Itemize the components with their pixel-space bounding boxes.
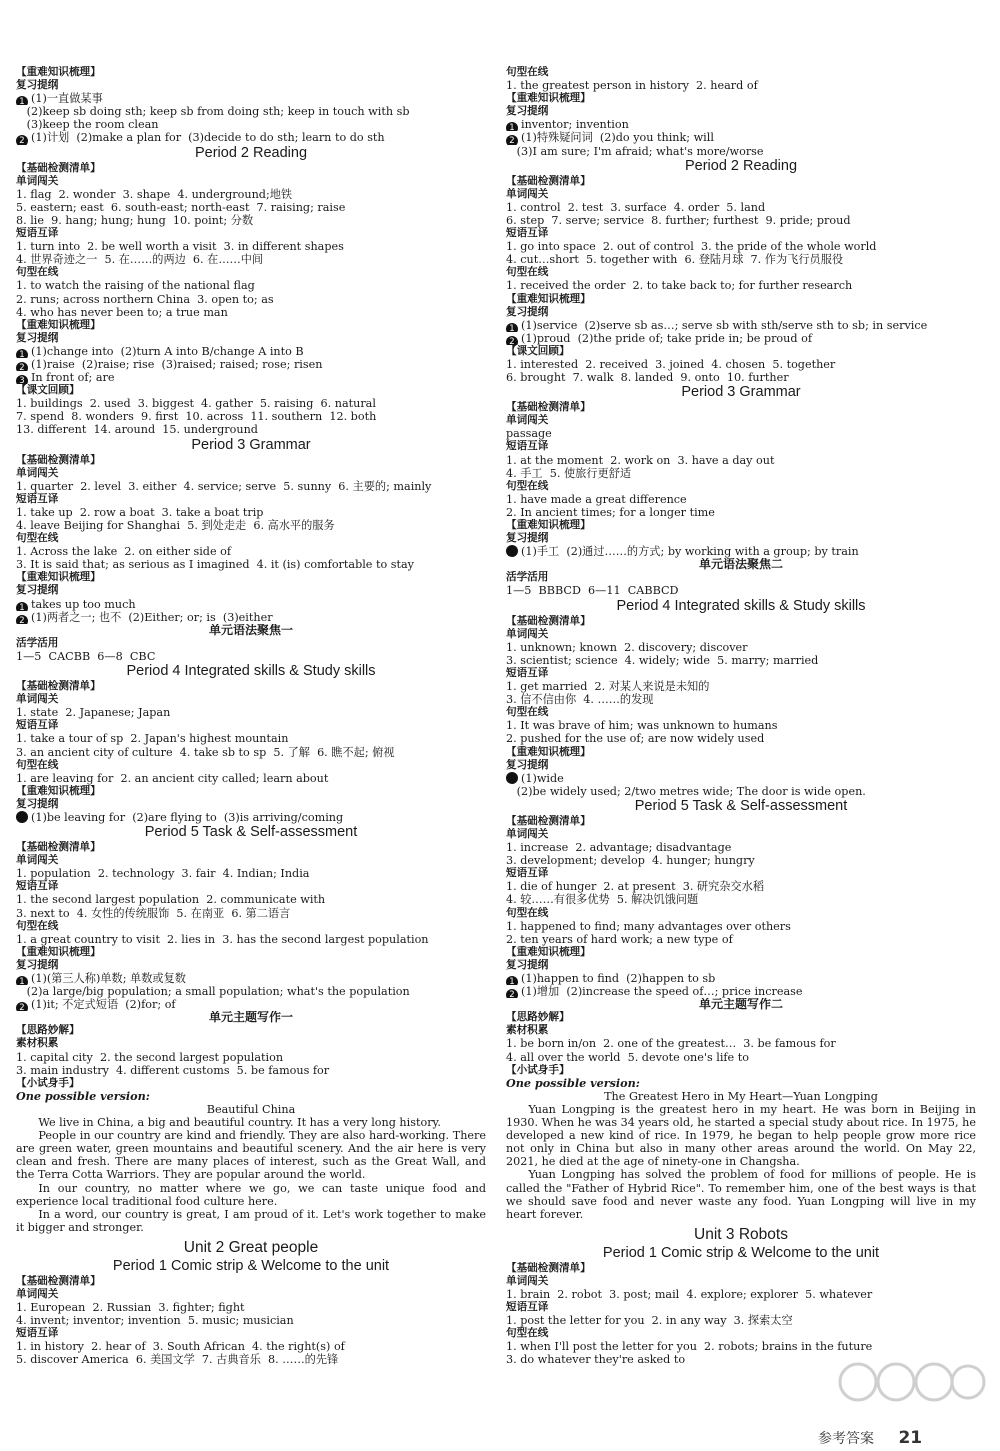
- subsection-label: 句型在线: [506, 479, 549, 492]
- numbered-answer: [506, 972, 976, 985]
- subsection-label: 复习提纲: [506, 305, 549, 318]
- number-badge-icon: 2: [506, 989, 518, 998]
- subsection-label: 单词闯关: [506, 187, 549, 200]
- answer-line: 1—5 BBBCD 6—11 CABBCD: [506, 584, 679, 598]
- answer-line: 4. who has never been to; a true man: [16, 305, 228, 319]
- section-heading: 【基础检测清单】: [16, 1274, 101, 1287]
- answer-line: 2. pushed for the use of; are now widely used: [506, 732, 765, 746]
- subsection-label: 句型在线: [506, 66, 549, 78]
- number-badge-icon: 2: [16, 135, 28, 144]
- subsection-label: 单词闯关: [16, 174, 59, 187]
- answer-text: (1)raise (2)raise; rise (3)raised; raised; rose; risen: [31, 357, 323, 371]
- period-title: Period 4 Integrated skills & Study skills: [616, 597, 866, 614]
- numbered-answer: [506, 131, 976, 144]
- subsection-label: 复习提纲: [16, 584, 59, 597]
- numbered-answer: [506, 772, 976, 785]
- period-title: Period 3 Grammar: [191, 436, 311, 453]
- subsection-label: 单词闯关: [16, 1287, 59, 1300]
- answer-text: In front of; are: [31, 371, 115, 385]
- answer-line: 1. It was brave of him; was unknown to humans: [506, 719, 778, 733]
- answer-line: 1. get married 2. 对某人来说是未知的: [506, 680, 710, 694]
- answer-line: 1. flag 2. wonder 3. shape 4. underground;地铁: [16, 187, 293, 201]
- section-heading: 【基础检测清单】: [16, 453, 101, 466]
- subsection-label: 素材积累: [506, 1024, 549, 1037]
- answer-line: 1. when I'll post the letter for you 2. robots; brains in the future: [506, 1340, 873, 1354]
- answer-line: 1. in history 2. hear of 3. South African 4. the right(s) of: [16, 1340, 345, 1354]
- subsection-label: 单词闯关: [506, 827, 549, 840]
- answer-line: 4. 较……有很多优势 5. 解决饥饿问题: [506, 893, 699, 907]
- answer-line: 3. 信不信由你 4. ……的发现: [506, 693, 654, 707]
- section-heading: 【小试身手】: [506, 1063, 570, 1076]
- numbered-answer: [16, 371, 486, 384]
- section-heading: 【思路妙解】: [506, 1011, 570, 1024]
- unit-focus-title: 单元主题写作二: [698, 998, 783, 1012]
- section-heading: 【基础检测清单】: [506, 1261, 591, 1274]
- number-badge-icon: [506, 545, 518, 557]
- answer-line: 4. 世界奇迹之一 5. 在……的两边 6. 在……中间: [16, 253, 264, 267]
- subsection-label: 短语互译: [16, 227, 59, 240]
- numbered-answer: [506, 118, 976, 131]
- answer-line: 1. European 2. Russian 3. fighter; fight: [16, 1301, 245, 1315]
- subsection-label: 短语互译: [506, 666, 549, 679]
- period-title: Period 5 Task & Self-assessment: [634, 797, 848, 814]
- answer-line: 3. an ancient city of culture 4. take sb to sp 5. 了解 6. 瞧不起; 俯视: [16, 745, 395, 759]
- answer-line: 4. cut…short 5. together with 6. 登陆月球 7. 作为飞行员服役: [506, 253, 844, 267]
- sample-essay: [506, 1090, 976, 1221]
- number-badge-icon: 2: [16, 362, 28, 371]
- sample-label: One possible version:: [506, 1076, 640, 1090]
- number-badge-icon: [16, 811, 28, 823]
- section-heading: 【思路妙解】: [16, 1024, 80, 1037]
- subsection-label: 句型在线: [506, 266, 549, 279]
- unit-focus-title: 单元语法聚焦二: [698, 558, 783, 572]
- answer-line: 1. the second largest population 2. communicate with: [16, 893, 326, 907]
- answer-line: 1. buildings 2. used 3. biggest 4. gather 5. raising 6. natural: [16, 397, 376, 411]
- answer-line: 2. In ancient times; for a longer time: [506, 505, 715, 519]
- answer-line: (2)keep sb doing sth; keep sb from doing sth; keep in touch with sb: [16, 105, 410, 119]
- subsection-label: 短语互译: [16, 492, 59, 505]
- answer-text: (1)wide: [521, 771, 564, 785]
- essay-title: The Greatest Hero in My Heart—Yuan Longping: [604, 1089, 878, 1103]
- essay-paragraph: Yuan Longping is the greatest hero in my heart. He was born in Beijing in 1930. When he was 34 years old, he started a special study about rice. In 1975, he developed a new kind of rice. In 1979, he began to help people grow more rice not only in China but also in many other areas around the world. On May 22, 2021, he died at the age of ninety-one in Changsha.: [506, 1102, 976, 1169]
- answer-line: (3)I am sure; I'm afraid; what's more/worse: [506, 144, 764, 158]
- answer-line: 3. development; develop 4. hunger; hungry: [506, 854, 755, 868]
- page-number: 21: [898, 1428, 923, 1448]
- essay-paragraph: In a word, our country is great, I am proud of it. Let's work together to make it bigger and stronger.: [16, 1207, 486, 1234]
- numbered-answer: [16, 972, 486, 985]
- answer-line: 8. lie 9. hang; hung; hung 10. point; 分数: [16, 213, 254, 227]
- period-title: Period 5 Task & Self-assessment: [144, 824, 358, 841]
- unit-title: Unit 3 Robots: [694, 1225, 788, 1243]
- answer-line: 3. do whatever they're asked to: [506, 1353, 686, 1367]
- numbered-answer: [16, 811, 486, 824]
- answer-line: 1. post the letter for you 2. in any way 3. 探索太空: [506, 1314, 793, 1328]
- answer-text: (1)change into (2)turn A into B/change A into B: [31, 344, 304, 358]
- watermark-logo: [836, 1352, 986, 1412]
- answer-text: (1)计划 (2)make a plan for (3)decide to do sth; learn to do sth: [31, 131, 385, 145]
- answer-line: 1—5 CACBB 6—8 CBC: [16, 649, 156, 663]
- subsection-label: 句型在线: [16, 532, 59, 545]
- number-badge-icon: 1: [16, 976, 28, 985]
- period-title: Period 4 Integrated skills & Study skills: [126, 663, 376, 680]
- subsection-label: 活学活用: [506, 571, 549, 584]
- answer-line: 1. happened to find; many advantages over others: [506, 919, 791, 933]
- answer-line: 4. invent; inventor; invention 5. music; musician: [16, 1314, 294, 1328]
- unit-focus-title: 单元语法聚焦一: [208, 623, 293, 637]
- answer-line: 1. Across the lake 2. on either side of: [16, 545, 232, 559]
- answer-text: (1)be leaving for (2)are flying to (3)is arriving/coming: [31, 810, 344, 824]
- essay-paragraph: In our country, no matter where we go, we can taste unique food and experience local traditional food culture here.: [16, 1181, 486, 1208]
- period-title: Period 2 Reading: [684, 157, 798, 174]
- numbered-answer: [506, 319, 976, 332]
- essay-title: Beautiful China: [206, 1102, 296, 1116]
- answer-line: 1. capital city 2. the second largest population: [16, 1050, 284, 1064]
- answer-line: 1. a great country to visit 2. lies in 3. has the second largest population: [16, 932, 429, 946]
- answer-line: 3. next to 4. 女性的传统服饰 5. 在南亚 6. 第二语言: [16, 906, 291, 920]
- answer-line: 1. interested 2. received 3. joined 4. chosen 5. together: [506, 357, 836, 371]
- answer-line: 1. unknown; known 2. discovery; discover: [506, 640, 748, 654]
- answer-text: inventor; invention: [521, 118, 629, 132]
- answer-line: 1. at the moment 2. work on 3. have a day out: [506, 453, 775, 467]
- section-heading: 【重难知识梳理】: [506, 292, 591, 305]
- answer-line: (2)a large/big population; a small population; what's the population: [16, 985, 410, 999]
- answer-text: takes up too much: [31, 597, 136, 611]
- subsection-label: 复习提纲: [506, 105, 549, 118]
- answer-text: (1)proud (2)the pride of; take pride in; be proud of: [521, 331, 812, 345]
- answer-line: 1. state 2. Japanese; Japan: [16, 706, 171, 720]
- answer-line: 1. die of hunger 2. at present 3. 研究杂交水稻: [506, 880, 765, 894]
- answer-line: 1. received the order 2. to take back to; for further research: [506, 279, 853, 293]
- answer-text: (1)service (2)serve sb as…; serve sb with sth/serve sth to sb; in service: [521, 318, 928, 332]
- answer-line: 2. runs; across northern China 3. open to; as: [16, 292, 274, 306]
- answer-text: (1)特殊疑问词 (2)do you think; will: [521, 131, 714, 145]
- numbered-answer: [16, 131, 486, 144]
- period-title: Period 1 Comic strip & Welcome to the unit: [602, 1244, 880, 1261]
- section-heading: 【基础检测清单】: [506, 174, 591, 187]
- subsection-label: 句型在线: [506, 706, 549, 719]
- section-heading: 【课文回顾】: [506, 344, 570, 357]
- answer-line: 1. be born in/on 2. one of the greatest… 3. be famous for: [506, 1037, 836, 1051]
- answer-line: 1. take up 2. row a boat 3. take a boat trip: [16, 505, 264, 519]
- answer-line: 13. different 14. around 15. underground: [16, 423, 258, 437]
- answer-line: 1. control 2. test 3. surface 4. order 5. land: [506, 200, 766, 214]
- answer-line: 6. step 7. serve; service 8. further; furthest 9. pride; proud: [506, 213, 851, 227]
- section-heading: 【基础检测清单】: [16, 680, 101, 693]
- number-badge-icon: 2: [506, 135, 518, 144]
- subsection-label: 复习提纲: [16, 958, 59, 971]
- section-heading: 【基础检测清单】: [506, 401, 591, 414]
- subsection-label: 句型在线: [16, 266, 59, 279]
- subsection-label: 短语互译: [16, 719, 59, 732]
- page-footer: [818, 1428, 922, 1448]
- number-badge-icon: 1: [16, 96, 28, 105]
- essay-paragraph: We live in China, a big and beautiful country. It has a very long history.: [38, 1116, 441, 1130]
- answer-line: 1. the greatest person in history 2. heard of: [506, 79, 758, 93]
- numbered-answer: [16, 598, 486, 611]
- answer-line: 1. turn into 2. be well worth a visit 3. in different shapes: [16, 240, 344, 254]
- answer-line: 3. scientist; science 4. widely; wide 5. marry; married: [506, 653, 819, 667]
- answer-line: 4. all over the world 5. devote one's life to: [506, 1050, 749, 1064]
- section-heading: 【课文回顾】: [16, 384, 80, 397]
- answer-line: 1. quarter 2. level 3. either 4. service; serve 5. sunny 6. 主要的; mainly: [16, 479, 432, 493]
- number-badge-icon: 1: [506, 976, 518, 985]
- period-title: Period 2 Reading: [194, 144, 308, 161]
- answer-line: 5. eastern; east 6. south-east; north-east 7. raising; raise: [16, 200, 346, 214]
- numbered-answer: [506, 332, 976, 345]
- number-badge-icon: 1: [16, 349, 28, 358]
- subsection-label: 活学活用: [16, 636, 59, 649]
- section-heading: 【小试身手】: [16, 1076, 80, 1089]
- subsection-label: 复习提纲: [506, 958, 549, 971]
- section-heading: 【重难知识梳理】: [506, 92, 591, 105]
- number-badge-icon: 2: [506, 336, 518, 345]
- numbered-answer: [506, 985, 976, 998]
- subsection-label: 短语互译: [506, 440, 549, 453]
- answer-text: (1)增加 (2)increase the speed of…; price increase: [521, 985, 803, 999]
- subsection-label: 短语互译: [16, 1327, 59, 1340]
- subsection-label: 短语互译: [506, 227, 549, 240]
- answer-text: (1)happen to find (2)happen to sb: [521, 972, 716, 985]
- subsection-label: 句型在线: [506, 906, 549, 919]
- period-title: Period 3 Grammar: [681, 384, 801, 401]
- answer-line: 4. leave Beijing for Shanghai 5. 到处走走 6. 高水平的服务: [16, 519, 335, 532]
- numbered-answer: [16, 611, 486, 624]
- unit-focus-title: 单元主题写作一: [208, 1011, 293, 1025]
- subsection-label: 句型在线: [506, 1327, 549, 1340]
- section-heading: 【重难知识梳理】: [16, 66, 101, 78]
- answer-line: 1. take a tour of sp 2. Japan's highest mountain: [16, 732, 289, 746]
- subsection-label: 短语互译: [16, 880, 59, 893]
- subsection-label: 复习提纲: [16, 797, 59, 810]
- answer-line: 1. population 2. technology 3. fair 4. Indian; India: [16, 867, 310, 881]
- essay-paragraph: Yuan Longping has solved the problem of food for millions of people. He is called the "Father of Hybrid Rice". To remember him, one of the best ways is that we should save food and never waste any food. Yuan Longping will live in my heart forever.: [506, 1168, 976, 1221]
- section-heading: 【重难知识梳理】: [506, 519, 591, 531]
- sample-essay: [16, 1103, 486, 1234]
- subsection-label: 复习提纲: [16, 79, 59, 92]
- answer-line: 1. have made a great difference: [506, 492, 687, 506]
- answer-text: (1)一直做某事: [31, 92, 103, 106]
- answer-line: 1. to watch the raising of the national flag: [16, 279, 255, 293]
- numbered-answer: [16, 998, 486, 1011]
- period-title: Period 1 Comic strip & Welcome to the unit: [112, 1257, 390, 1274]
- answer-line: (2)be widely used; 2/two metres wide; The door is wide open.: [506, 784, 866, 798]
- answer-line: 6. brought 7. walk 8. landed 9. onto 10. further: [506, 371, 789, 385]
- section-heading: 【基础检测清单】: [506, 614, 591, 627]
- subsection-label: 素材积累: [16, 1037, 59, 1050]
- subsection-label: 句型在线: [16, 758, 59, 771]
- section-heading: 【重难知识梳理】: [506, 945, 591, 958]
- answer-text: (1)it; 不定式短语 (2)for; of: [31, 998, 176, 1012]
- answer-line: passage: [506, 427, 552, 441]
- sample-label: One possible version:: [16, 1089, 150, 1103]
- numbered-answer: [506, 545, 976, 558]
- subsection-label: 句型在线: [16, 919, 59, 932]
- essay-paragraph: People in our country are kind and friendly. They are also hard-working. There are green water, green mountains and beautiful scenery. And the air here is very clean and fresh. There are many places of interest, such as the Great Wall, and the Terra Cotta Warriors. They are popular around the world.: [16, 1129, 486, 1182]
- subsection-label: 单词闯关: [16, 854, 59, 867]
- answer-line: 1. increase 2. advantage; disadvantage: [506, 841, 732, 855]
- number-badge-icon: 1: [16, 602, 28, 611]
- numbered-answer: [16, 92, 486, 105]
- number-badge-icon: 2: [16, 1002, 28, 1011]
- answer-line: (3)keep the room clean: [16, 118, 159, 132]
- subsection-label: 单词闯关: [506, 414, 549, 427]
- subsection-label: 复习提纲: [506, 758, 549, 771]
- answer-line: 1. are leaving for 2. an ancient city called; learn about: [16, 771, 329, 785]
- answer-line: 4. 手工 5. 使旅行更舒适: [506, 466, 632, 480]
- unit-title: Unit 2 Great people: [183, 1238, 319, 1256]
- answer-line: 7. spend 8. wonders 9. first 10. across 11. southern 12. both: [16, 410, 377, 424]
- section-heading: 【基础检测清单】: [16, 841, 101, 854]
- section-heading: 【重难知识梳理】: [16, 784, 101, 797]
- footer-label: 参考答案: [818, 1431, 874, 1447]
- number-badge-icon: 1: [506, 122, 518, 131]
- left-column: [16, 66, 486, 1367]
- subsection-label: 复习提纲: [506, 532, 549, 545]
- answer-text: (1)手工 (2)通过……的方式; by working with a group; by train: [521, 545, 859, 559]
- answer-line: 5. discover America 6. 美国文学 7. 古典音乐 8. ……的先锋: [16, 1353, 339, 1367]
- subsection-label: 短语互译: [506, 867, 549, 880]
- answer-line: 1. brain 2. robot 3. post; mail 4. explore; explorer 5. whatever: [506, 1287, 873, 1301]
- numbered-answer: [16, 345, 486, 358]
- section-heading: 【重难知识梳理】: [506, 745, 591, 758]
- section-heading: 【重难知识梳理】: [16, 571, 101, 584]
- answer-text: (1)(第三人称)单数; 单数或复数: [31, 972, 186, 985]
- section-heading: 【基础检测清单】: [506, 814, 591, 827]
- section-heading: 【重难知识梳理】: [16, 945, 101, 958]
- number-badge-icon: [506, 772, 518, 784]
- answer-line: 3. It is said that; as serious as I imagined 4. it (is) comfortable to stay: [16, 558, 415, 572]
- subsection-label: 单词闯关: [16, 466, 59, 479]
- right-column: [506, 66, 976, 1367]
- section-heading: 【基础检测清单】: [16, 161, 101, 174]
- subsection-label: 单词闯关: [506, 1274, 549, 1287]
- subsection-label: 短语互译: [506, 1301, 549, 1314]
- number-badge-icon: 1: [506, 323, 518, 332]
- subsection-label: 单词闯关: [506, 627, 549, 640]
- numbered-answer: [16, 358, 486, 371]
- answer-line: 3. main industry 4. different customs 5. be famous for: [16, 1063, 330, 1077]
- number-badge-icon: 2: [16, 615, 28, 624]
- subsection-label: 单词闯关: [16, 693, 59, 706]
- subsection-label: 复习提纲: [16, 331, 59, 344]
- answer-line: 2. ten years of hard work; a new type of: [506, 932, 733, 946]
- number-badge-icon: 3: [16, 375, 28, 384]
- section-heading: 【重难知识梳理】: [16, 318, 101, 331]
- answer-line: 1. go into space 2. out of control 3. the pride of the whole world: [506, 240, 877, 254]
- answer-text: (1)两者之一; 也不 (2)Either; or; is (3)either: [31, 610, 273, 624]
